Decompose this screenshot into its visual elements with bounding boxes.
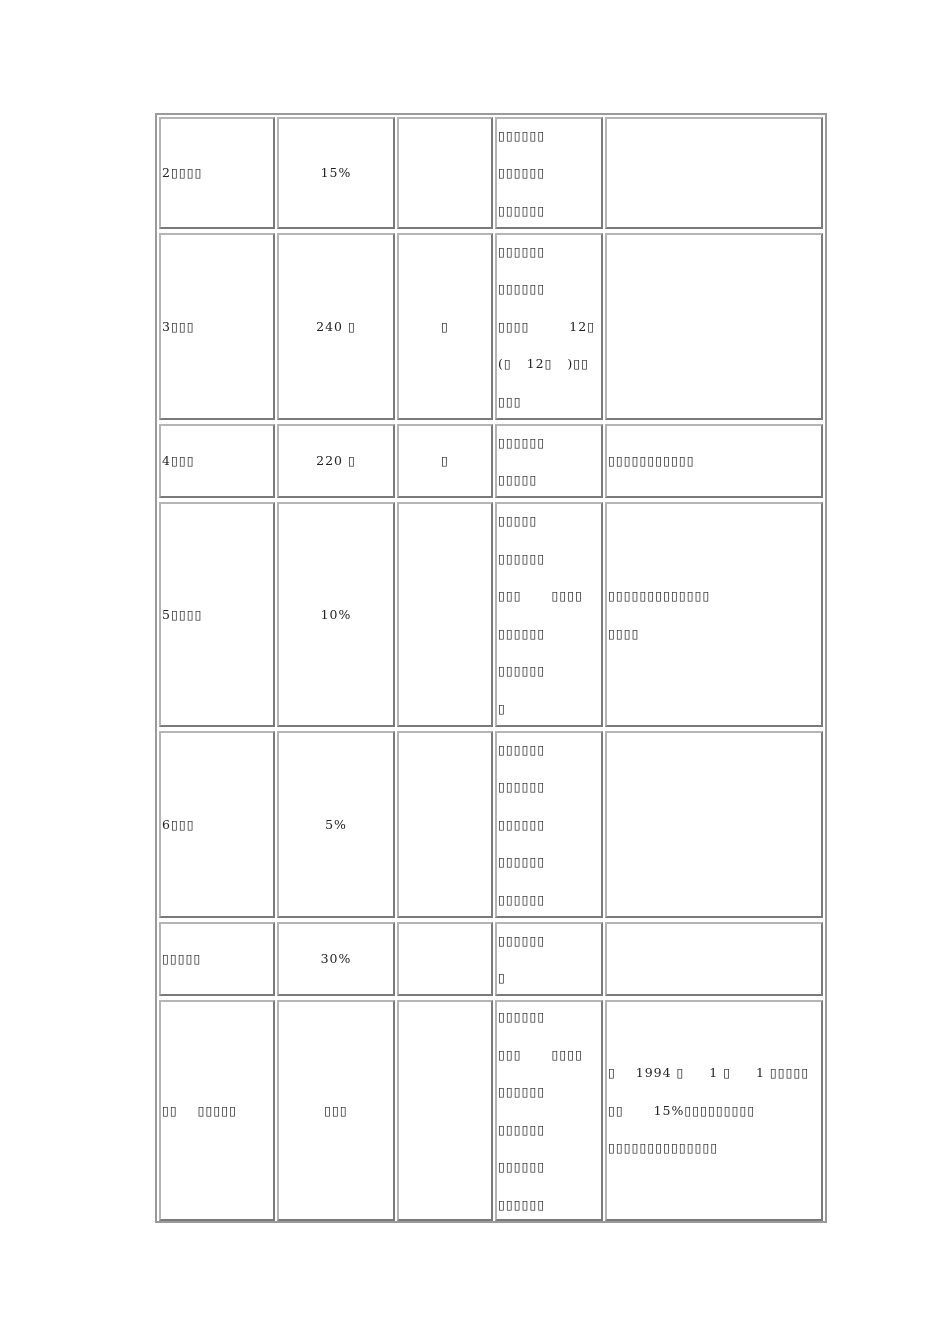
description-cell <box>495 731 603 918</box>
description-line: ▯▯▯ ▯▯▯▯ <box>498 588 583 603</box>
note-cell <box>605 117 823 229</box>
description-cell <box>495 922 603 996</box>
description-line: ▯▯▯▯▯▯ <box>498 625 546 641</box>
rate-cell <box>277 502 395 727</box>
description-line: ▯ <box>498 970 506 985</box>
unit-cell <box>397 502 493 727</box>
table-row <box>157 500 825 729</box>
rate-value: 30% <box>320 951 352 967</box>
description-cell <box>495 424 603 498</box>
rate-cell <box>277 1000 395 1221</box>
note-line: ▯▯ 15%▯▯▯▯▯▯▯▯▯ <box>608 1102 756 1118</box>
description-line: ▯▯▯▯▯▯ <box>498 663 546 678</box>
unit-cell <box>397 731 493 918</box>
note-cell <box>605 731 823 918</box>
tax-rate-table <box>155 113 827 1223</box>
note-line: ▯ 1994 ▯ 1 ▯ 1 ▯▯▯▯▯ <box>608 1065 810 1081</box>
note-line: ▯▯▯▯ <box>608 625 640 641</box>
description-line: ▯▯▯▯▯▯ <box>498 1009 546 1024</box>
unit-value: ▯ <box>441 318 449 334</box>
description-line: ▯▯▯ ▯▯▯▯ <box>498 1046 583 1062</box>
table-row <box>157 920 825 998</box>
rate-value: 220 ▯ <box>316 453 356 469</box>
item-name-cell <box>159 233 275 420</box>
description-line: ▯▯▯▯▯▯ <box>498 891 546 907</box>
note-line: ▯▯▯▯▯▯▯▯▯▯▯ <box>608 453 695 469</box>
description-line: ▯▯▯▯▯ <box>498 513 538 528</box>
rate-value: 240 ▯ <box>316 318 356 334</box>
note-cell <box>605 502 823 727</box>
description-line: ▯▯▯▯▯▯ <box>498 243 546 259</box>
rate-cell <box>277 233 395 420</box>
description-cell <box>495 233 603 420</box>
description-line: ▯ <box>498 700 506 716</box>
rate-value: 10% <box>320 606 352 622</box>
unit-cell <box>397 117 493 229</box>
note-cell <box>605 233 823 420</box>
note-line: ▯▯▯▯▯▯▯▯▯▯▯▯▯▯ <box>608 1140 719 1156</box>
table-row <box>157 231 825 422</box>
description-line: ▯▯▯▯▯▯ <box>498 854 546 870</box>
rate-value: ▯▯▯ <box>324 1102 348 1118</box>
rate-cell <box>277 731 395 918</box>
description-line: ▯▯▯▯▯▯ <box>498 1121 546 1137</box>
rate-cell <box>277 424 395 498</box>
unit-value: ▯ <box>441 453 449 469</box>
description-line: ▯▯▯▯▯▯ <box>498 281 546 297</box>
description-line: ▯▯▯▯▯▯ <box>498 1159 546 1174</box>
description-line: ▯▯▯▯▯ <box>498 472 538 487</box>
item-name-cell <box>159 502 275 727</box>
description-line: ▯▯▯▯▯▯ <box>498 1196 546 1212</box>
rate-value: 5% <box>325 816 347 832</box>
description-line: ▯▯▯▯▯▯ <box>498 165 546 181</box>
note-cell <box>605 424 823 498</box>
description-line: ▯▯▯▯▯▯ <box>498 816 546 832</box>
note-cell <box>605 922 823 996</box>
description-line: ▯▯▯▯▯▯ <box>498 202 546 218</box>
rate-value: 15% <box>320 165 352 181</box>
description-line: ▯▯▯▯▯▯ <box>498 127 546 143</box>
unit-cell <box>397 424 493 498</box>
description-line: (▯ 12▯ )▯▯ <box>498 356 590 372</box>
unit-cell <box>397 1000 493 1221</box>
item-name: 4▯▯▯ <box>162 453 195 469</box>
item-name-cell <box>159 1000 275 1221</box>
item-name: 2▯▯▯▯ <box>162 165 203 181</box>
table-row <box>157 729 825 920</box>
item-name: 3▯▯▯ <box>162 318 195 334</box>
item-name: ▯▯▯▯▯ <box>162 951 202 967</box>
rate-cell <box>277 922 395 996</box>
description-line: ▯▯▯ <box>498 393 522 409</box>
unit-cell <box>397 233 493 420</box>
description-cell <box>495 502 603 727</box>
description-cell <box>495 117 603 229</box>
description-line: ▯▯▯▯▯▯ <box>498 741 546 757</box>
description-cell <box>495 1000 603 1221</box>
table-row <box>157 998 825 1223</box>
item-name-cell <box>159 731 275 918</box>
note-cell <box>605 1000 823 1221</box>
item-name-cell <box>159 922 275 996</box>
unit-cell <box>397 922 493 996</box>
item-name: ▯▯ ▯▯▯▯▯ <box>162 1102 238 1118</box>
table-row <box>157 422 825 500</box>
item-name-cell <box>159 424 275 498</box>
item-name-cell <box>159 117 275 229</box>
item-name: 6▯▯▯ <box>162 816 195 832</box>
rate-cell <box>277 117 395 229</box>
description-line: ▯▯▯▯▯▯ <box>498 932 546 948</box>
description-line: ▯▯▯▯▯▯ <box>498 779 546 795</box>
description-line: ▯▯▯▯▯▯ <box>498 550 546 566</box>
item-name: 5▯▯▯▯ <box>162 606 203 622</box>
description-line: ▯▯▯▯▯▯ <box>498 1084 546 1099</box>
description-line: ▯▯▯▯▯▯ <box>498 434 546 450</box>
table-row <box>157 115 825 231</box>
note-line: ▯▯▯▯▯▯▯▯▯▯▯▯▯ <box>608 588 711 603</box>
description-line: ▯▯▯▯ 12▯ <box>498 318 596 334</box>
